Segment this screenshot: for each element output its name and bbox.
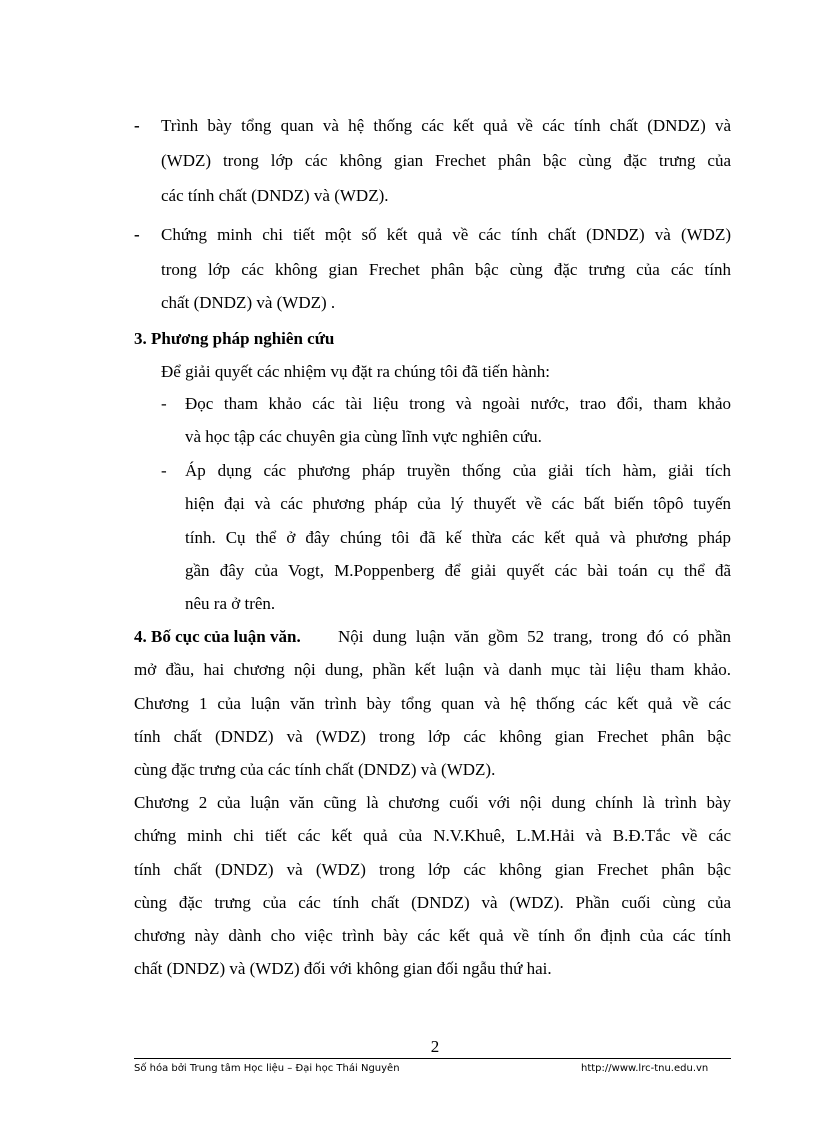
bullet-dash: - xyxy=(134,116,140,135)
section-4-line-10: chương này dành cho việc trình bày các kết quả về tính ổn định của các tính xyxy=(134,926,731,945)
bullet-dash: - xyxy=(161,461,167,480)
bullet-dash: - xyxy=(134,225,140,244)
bullet-2-line-1: Chứng minh chi tiết một số kết quả về các tính chất (DNDZ) và (WDZ) xyxy=(161,225,731,244)
section-3-heading: 3. Phương pháp nghiên cứu xyxy=(134,329,335,348)
method-1-line-2: và học tập các chuyên gia cùng lĩnh vực nghiên cứu. xyxy=(185,427,542,446)
method-1-line-1: Đọc tham khảo các tài liệu trong và ngoài nước, trao đổi, tham khảo xyxy=(185,394,731,413)
footer-right-url: http://www.lrc-tnu.edu.vn xyxy=(581,1063,709,1074)
section-4-line-5: cùng đặc trưng của các tính chất (DNDZ) và (WDZ). xyxy=(134,760,496,779)
bullet-1-line-2: (WDZ) trong lớp các không gian Frechet phân bậc cùng đặc trưng của xyxy=(161,151,731,170)
bullet-2-line-2: trong lớp các không gian Frechet phân bậc cùng đặc trưng của các tính xyxy=(161,260,731,279)
section-4-line-6: Chương 2 của luận văn cũng là chương cuối với nội dung chính là trình bày xyxy=(134,793,731,812)
section-4-line-1: Nội dung luận văn gồm 52 trang, trong đó có phần xyxy=(338,627,731,646)
section-4-line-2: mở đầu, hai chương nội dung, phần kết luận và danh mục tài liệu tham khảo. xyxy=(134,660,731,679)
method-2-line-3: tính. Cụ thể ở đây chúng tôi đã kế thừa các kết quả và phương pháp xyxy=(185,528,731,547)
section-4-heading: 4. Bố cục của luận văn. xyxy=(134,627,301,646)
section-4-line-8: tính chất (DNDZ) và (WDZ) trong lớp các không gian Frechet phân bậc xyxy=(134,860,731,879)
footer-left-text: Số hóa bởi Trung tâm Học liệu – Đại học Thái Nguyên xyxy=(134,1063,400,1074)
method-2-line-4: gần đây của Vogt, M.Poppenberg để giải quyết các bài toán cụ thể đã xyxy=(185,561,731,580)
bullet-1-line-1: Trình bày tổng quan và hệ thống các kết quả về các tính chất (DNDZ) và xyxy=(161,116,731,135)
section-4-line-9: cùng đặc trưng của các tính chất (DNDZ) và (WDZ). Phần cuối cùng của xyxy=(134,893,731,912)
section-4-line-3: Chương 1 của luận văn trình bày tổng quan và hệ thống các kết quả về các xyxy=(134,694,731,713)
method-2-line-1: Áp dụng các phương pháp truyền thống của giải tích hàm, giải tích xyxy=(185,461,731,480)
page-number: 2 xyxy=(430,1037,440,1056)
section-4-line-11: chất (DNDZ) và (WDZ) đối với không gian đối ngẫu thứ hai. xyxy=(134,959,552,978)
method-2-line-2: hiện đại và các phương pháp của lý thuyết về các bất biến tôpô tuyến xyxy=(185,494,731,513)
section-4-line-7: chứng minh chi tiết các kết quả của N.V.Khuê, L.M.Hải và B.Đ.Tắc về các xyxy=(134,826,731,845)
method-2-line-5: nêu ra ở trên. xyxy=(185,594,276,613)
bullet-1-line-3: các tính chất (DNDZ) và (WDZ). xyxy=(161,186,389,205)
bullet-2-line-3: chất (DNDZ) và (WDZ) . xyxy=(161,293,336,312)
footer-divider xyxy=(134,1058,731,1059)
bullet-dash: - xyxy=(161,394,167,413)
section-3-intro: Để giải quyết các nhiệm vụ đặt ra chúng tôi đã tiến hành: xyxy=(161,362,550,381)
section-4-line-4: tính chất (DNDZ) và (WDZ) trong lớp các không gian Frechet phân bậc xyxy=(134,727,731,746)
